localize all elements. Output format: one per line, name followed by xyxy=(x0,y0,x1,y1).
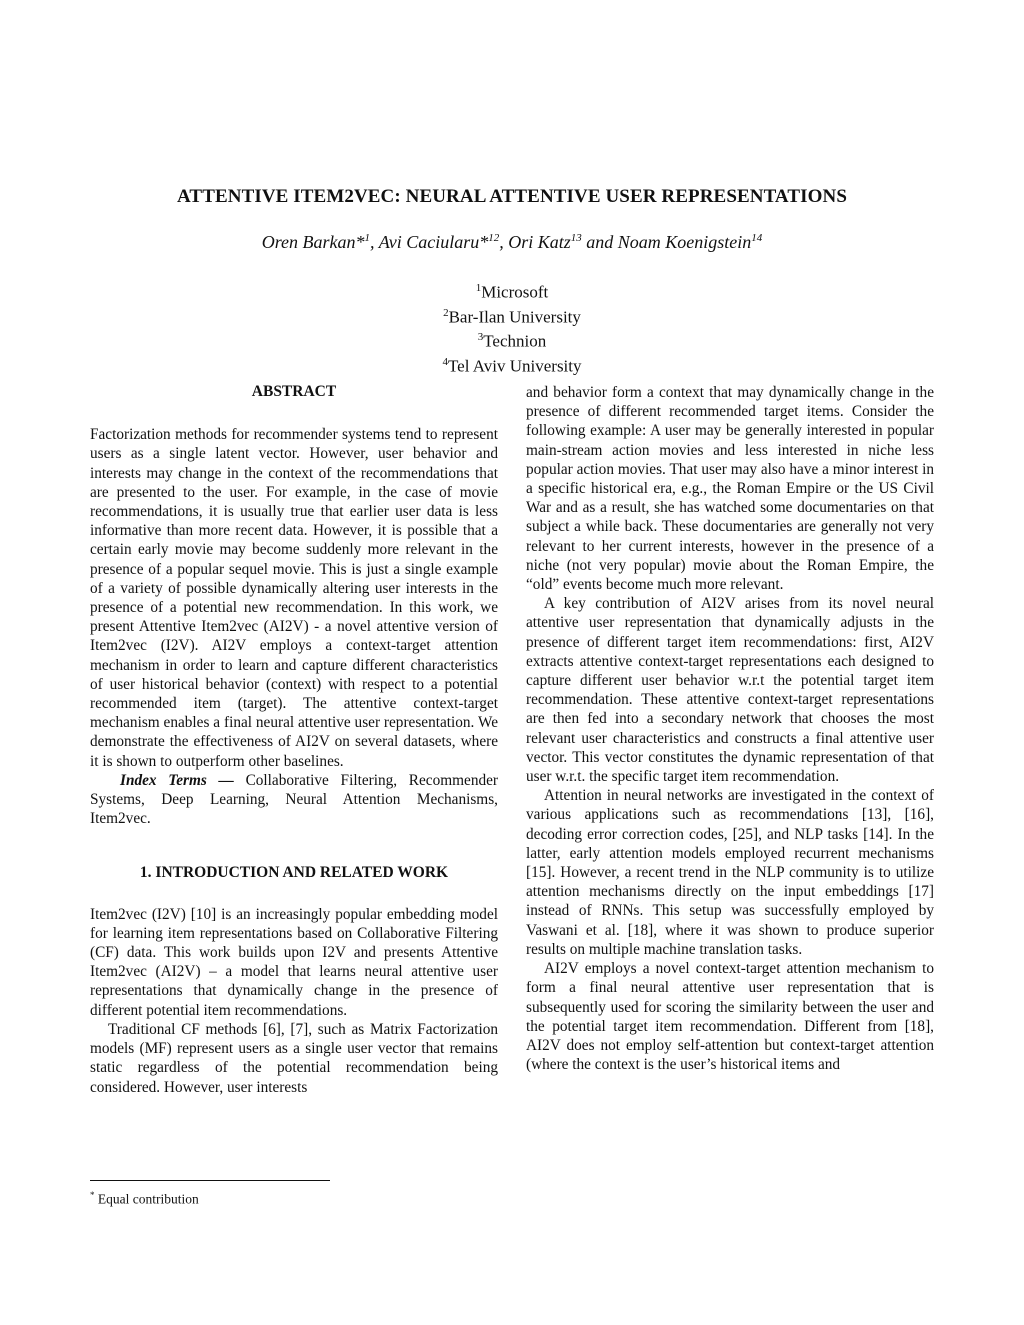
index-terms-text: Collaborative Filtering, Recommender Systems, Deep Learning, Neural Attention Mechanisms, Item2vec. xyxy=(90,771,498,828)
affiliation: $^2$Bar-Ilan University xyxy=(443,306,581,327)
footnote-text: Equal contribution xyxy=(94,1191,199,1207)
author-affil-mark: 1 xyxy=(364,232,371,244)
footnote xyxy=(90,1190,199,1208)
abstract-heading: ABSTRACT xyxy=(251,383,337,400)
paragraph: and behavior form a context that may dynamically change in the presence of different recommended target items. Consider the following example: A user may be generally interested in popular main-stream action movies and less interested in niche less popular action movies. That user may also have a minor interest in a specific historical era, e.g., the Roman Empire or the US Civil War and as a result, she has watched some documentaries on that subject a while back. These documentaries are generally not very relevant to her current interests, however in the presence of a niche (not very popular) movie about the Roman Empire, the “old” events become much more relevant. xyxy=(526,384,934,594)
author-affil-mark: 14 xyxy=(751,232,763,244)
section-heading: 1. INTRODUCTION AND RELATED WORK xyxy=(139,864,449,882)
paragraph: A key contribution of AI2V arises from its novel neural attentive user representation that dynamically adjusts in the presence of different target item recommendations: first, AI2V extracts attentive context-target representations each designed to capture different user behavior w.r.t the potential target item recommendation. These attentive context-target representations are then fed into a secondary network that chooses the most relevant user characteristics and constructs a final attentive user vector. This vector constitutes the dynamic representation of that user w.r.t. the specific target item recommendation. xyxy=(526,595,934,786)
footnote-mark: * xyxy=(90,1190,95,1200)
paragraph: Traditional CF methods [6], [7], such as Matrix Factorization models (MF) represent users as a single user vector that remains static regardless of the potential recommendation being considered. However, user interests xyxy=(90,1020,498,1096)
affiliation: $^3$Technion xyxy=(477,331,547,351)
author-name: Ori Katz xyxy=(508,232,571,252)
author-name: Avi Caciularu* xyxy=(378,232,489,252)
author-affil-mark: 12 xyxy=(488,232,500,244)
paragraph: AI2V employs a novel context-target attention mechanism to form a final neural attentive user representation that is subsequently used for scoring the similarity between the user and the potential target item recommendation. Different from [18], AI2V does not employ self-attention but context-target attention (where the context is the user’s historical items and xyxy=(526,960,934,1074)
author-name: Oren Barkan* xyxy=(261,232,365,252)
affiliation: $^4$Tel Aviv University xyxy=(442,355,582,376)
index-terms-label: Index Terms — xyxy=(120,771,234,789)
affiliations xyxy=(0,278,1024,377)
paragraph: Attention in neural networks are investigated in the context of various applications such as recommendations [13], [16], decoding error correction codes, [25], and NLP tasks [14]. In the latter, early attention models employed recurrent mechanisms [15]. However, a recent trend in the NLP community is to utilize attention mechanisms directly on the input embeddings [17] instead of RNNs. This setup was successfully employed by Vaswani et al. [18], where it was shown to produce superior results on multiple machine translation tasks. xyxy=(526,787,934,958)
abstract-text: Factorization methods for recommender systems tend to represent users as a single latent vector. However, user behavior and interests may change in the context of the recommendations that are presented to the user. For example, in the case of movie recommendations, it is usually true that earlier user data is less informative than more recent data. However, it is possible that a certain early movie may become suddenly more relevant in the presence of a popular sequel movie. This is just a single example of a variety of possible dynamically altering user interests in the presence of a potential new recommendation. In this work, we present Attentive Item2vec (AI2V) - a novel attentive version of Item2vec (I2V). AI2V employs a context-target attention mechanism in order to learn and capture different characteristics of user historical behavior (context) with respect to a potential recommended item (target). The attentive context-target mechanism enables a final neural attentive user representation. We demonstrate the effectiveness of AI2V on several datasets, where it is shown to outperform other baselines. xyxy=(90,426,498,770)
author-line: Oren Barkan*$^1$, Avi Caciularu*$^{12}$, Ori Katz$^{13}$ and Noam Koenigstein$^{14}$ xyxy=(261,232,763,252)
footnote-divider xyxy=(90,1180,330,1181)
paragraph: Item2vec (I2V) [10] is an increasingly popular embedding model for learning item representations based on Collaborative Filtering (CF) data. This work builds upon I2V and presents Attentive Item2vec (AI2V) – a model that learns neural attentive user representations that dynamically change in the presence of different potential item recommendations. xyxy=(90,905,498,1019)
right-column xyxy=(526,383,934,1074)
author-affil-mark: 13 xyxy=(570,232,582,244)
index-terms xyxy=(90,771,498,829)
affiliation: $^1$Microsoft xyxy=(475,282,549,302)
paper-title: ATTENTIVE ITEM2VEC: NEURAL ATTENTIVE USER REPRESENTATIONS xyxy=(177,186,847,207)
left-column xyxy=(90,382,498,1097)
author-name: Noam Koenigstein xyxy=(617,232,752,252)
